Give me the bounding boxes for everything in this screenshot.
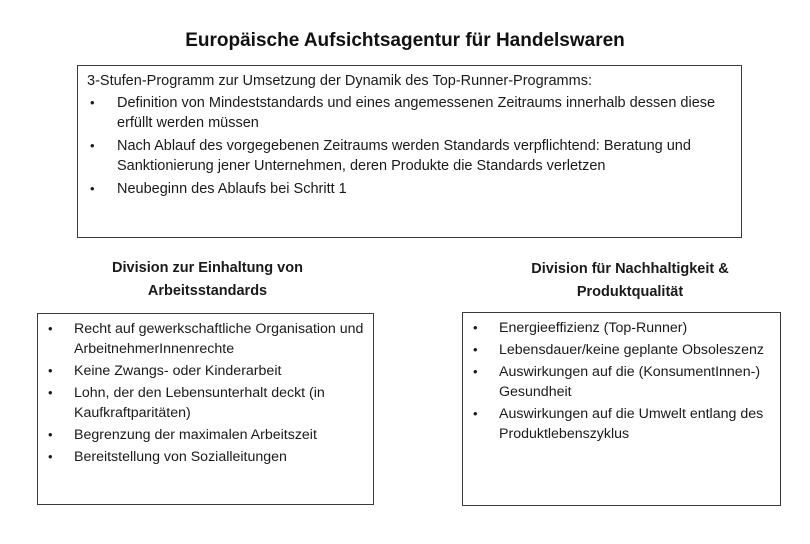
labor-standard-text: Recht auf gewerkschaftliche Organisation und ArbeitnehmerInnenrechte	[74, 321, 364, 357]
labor-standards-box	[37, 313, 374, 505]
program-step-text: Neubeginn des Ablaufs bei Schritt 1	[117, 181, 347, 197]
bullet-icon: •	[48, 449, 53, 464]
list-item	[42, 425, 365, 445]
list-item	[467, 362, 772, 402]
bullet-icon: •	[90, 181, 95, 196]
labor-division-heading	[40, 257, 375, 303]
sustainability-quality-box	[462, 312, 781, 506]
list-item	[42, 383, 365, 423]
sustainability-criterion-text: Lebensdauer/keine geplante Obsoleszenz	[499, 342, 765, 358]
labor-standard-text: Bereitstellung von Sozialleitungen	[74, 449, 287, 465]
bullet-icon: •	[48, 363, 53, 378]
bullet-icon: •	[473, 320, 478, 335]
bullet-icon: •	[473, 342, 478, 357]
list-item	[42, 447, 365, 467]
program-step-text: Definition von Mindeststandards und eines angemessenen Zeitraums innerhalb dessen diese erfüllt werden müssen	[117, 95, 716, 131]
list-item	[87, 179, 733, 199]
sustainability-criterion-text: Energieeffizienz (Top-Runner)	[499, 320, 688, 336]
heading-line: Arbeitsstandards	[147, 283, 268, 299]
agency-program-box	[77, 65, 742, 238]
heading-line: Division für Nachhaltigkeit &	[531, 261, 729, 277]
list-item	[467, 340, 772, 360]
list-item	[42, 361, 365, 381]
labor-standard-text: Begrenzung der maximalen Arbeitszeit	[74, 427, 317, 443]
bullet-icon: •	[473, 406, 478, 421]
list-item	[87, 136, 733, 176]
program-intro: 3-Stufen-Programm zur Umsetzung der Dynamik des Top-Runner-Programms:	[87, 73, 592, 89]
sustainability-criterion-text: Auswirkungen auf die (KonsumentInnen-) Gesundheit	[499, 364, 761, 400]
bullet-icon: •	[48, 427, 53, 442]
labor-standard-text: Keine Zwangs- oder Kinderarbeit	[74, 363, 282, 379]
program-steps-list	[87, 93, 733, 199]
list-item	[467, 318, 772, 338]
list-item	[467, 404, 772, 444]
sustainability-criteria-list	[467, 318, 772, 444]
bullet-icon: •	[48, 385, 53, 400]
sustainability-criterion-text: Auswirkungen auf die Umwelt entlang des Produktlebenszyklus	[499, 406, 764, 442]
program-step-text: Nach Ablauf des vorgegebenen Zeitraums werden Standards verpflichtend: Beratung und Sanktionierung jener Unternehmen, deren Produkte die Standards verletzen	[117, 138, 691, 174]
bullet-icon: •	[90, 138, 95, 153]
heading-line: Produktqualität	[576, 284, 684, 300]
bullet-icon: •	[90, 95, 95, 110]
bullet-icon: •	[473, 364, 478, 379]
diagram-title: Europäische Aufsichtsagentur für Handelswaren	[185, 30, 625, 51]
list-item	[87, 93, 733, 133]
bullet-icon: •	[48, 321, 53, 336]
labor-standard-text: Lohn, der den Lebensunterhalt deckt (in Kaufkraftparitäten)	[74, 385, 325, 421]
sustainability-division-heading	[470, 258, 790, 304]
labor-standards-list	[42, 319, 365, 467]
heading-line: Division zur Einhaltung von	[112, 260, 303, 276]
list-item	[42, 319, 365, 359]
